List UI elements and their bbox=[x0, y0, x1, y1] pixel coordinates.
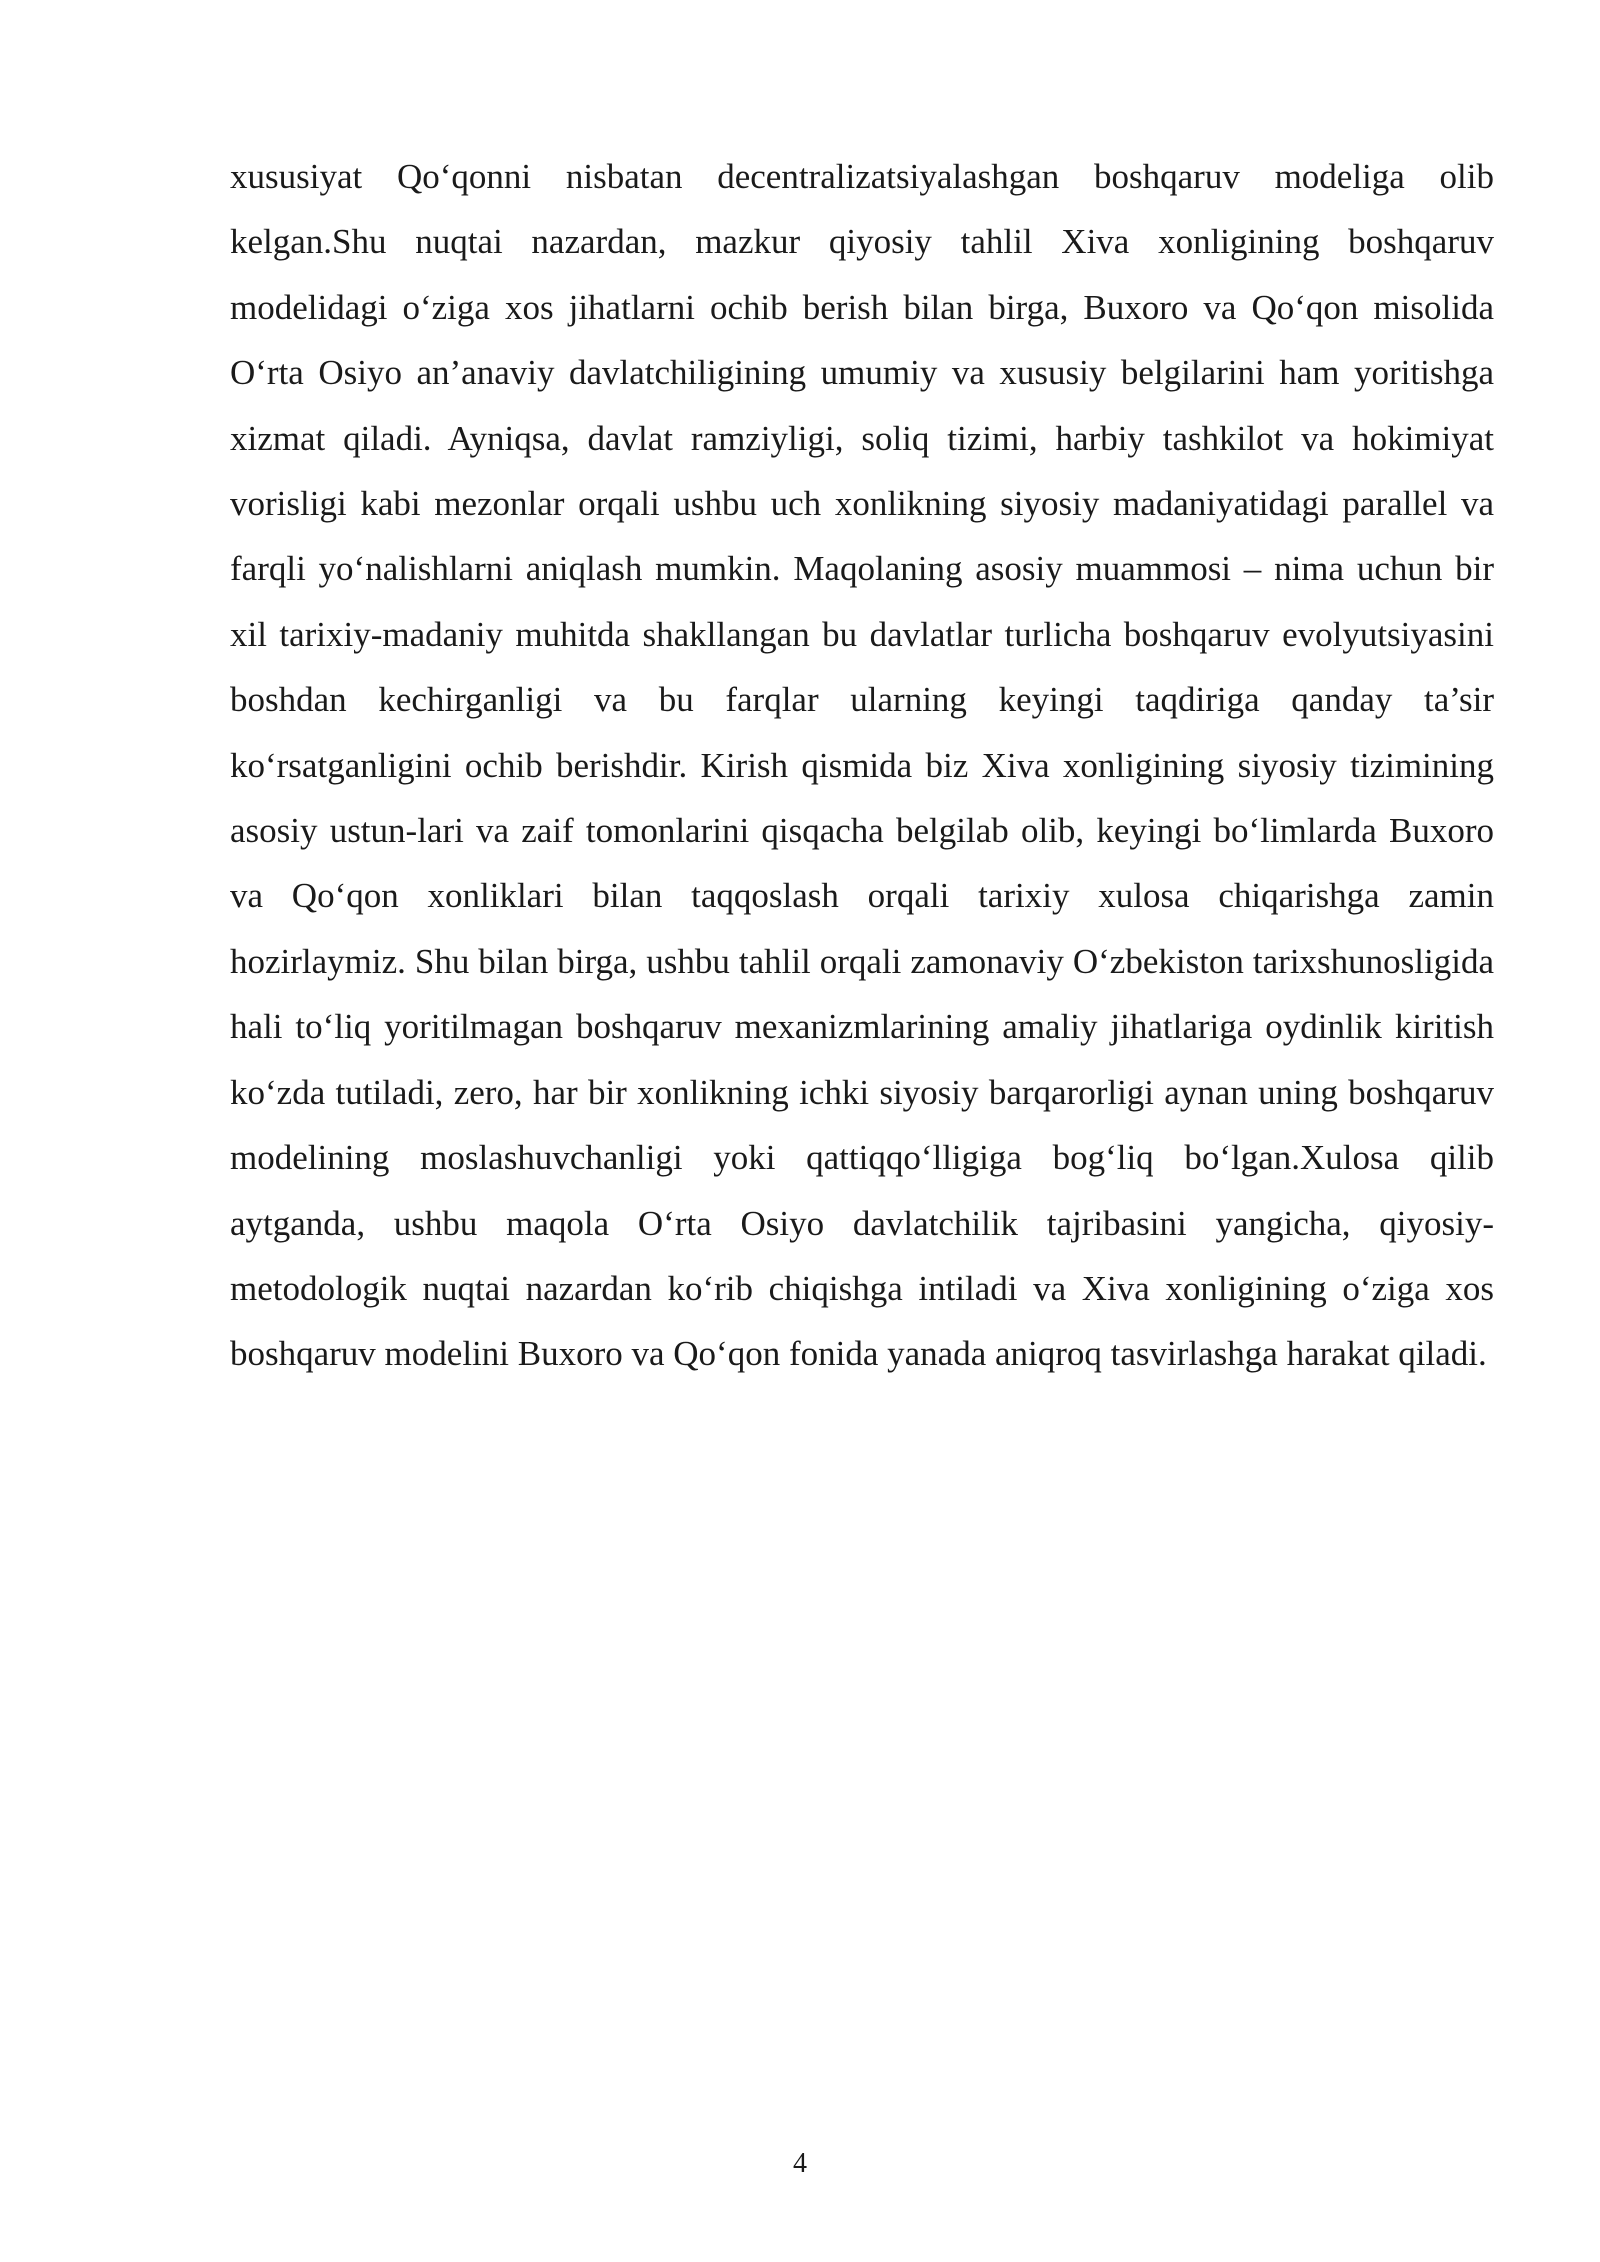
page-number: 4 bbox=[793, 2148, 807, 2179]
body-paragraph: xususiyat Qo‘qonni nisbatan decentralizatsiyalashgan boshqaruv modeliga olib kelgan.Shu nuqtai nazardan, mazkur qiyosiy tahlil Xiva xonligining boshqaruv modelidagi o‘ziga xos jihatlarni ochib berish bilan birga, Buxoro va Qo‘qon misolida O‘rta Osiyo an’anaviy davlatchiligining umumiy va xususiy belgilarini ham yoritishga xizmat qiladi. Ayniqsa, davlat ramziyligi, soliq tizimi, harbiy tashkilot va hokimiyat vorisligi kabi mezonlar orqali ushbu uch xonlikning siyosiy madaniyatidagi parallel va farqli yo‘nalishlarni aniqlash mumkin. Maqolaning asosiy muammosi – nima uchun bir xil tarixiy-madaniy muhitda shakllangan bu davlatlar turlicha boshqaruv evolyutsiyasini boshdan kechirganligi va bu farqlar ularning keyingi taqdiriga qanday ta’sir ko‘rsatganligini ochib berishdir. Kirish qismida biz Xiva xonligining siyosiy tizimining asosiy ustun-lari va zaif tomonlarini qisqacha belgilab olib, keyingi bo‘limlarda Buxoro va Qo‘qon xonliklari bilan taqqoslash orqali tarixiy xulosa chiqarishga zamin hozirlaymiz. Shu bilan birga, ushbu tahlil orqali zamonaviy O‘zbekiston tarixshunosligida hali to‘liq yoritilmagan boshqaruv mexanizmlarining amaliy jihatlariga oydinlik kiritish ko‘zda tutiladi, zero, har bir xonlikning ichki siyosiy barqarorligi aynan uning boshqaruv modelining moslashuvchanligi yoki qattiqqo‘lligiga bog‘liq bo‘lgan.Xulosa qilib aytganda, ushbu maqola O‘rta Osiyo davlatchilik tajribasini yangicha, qiyosiy-metodologik nuqtai nazardan ko‘rib chiqishga intiladi va Xiva xonligining o‘ziga xos boshqaruv modelini Buxoro va Qo‘qon fonida yanada aniqroq tasvirlashga harakat qiladi. bbox=[230, 157, 1494, 1374]
